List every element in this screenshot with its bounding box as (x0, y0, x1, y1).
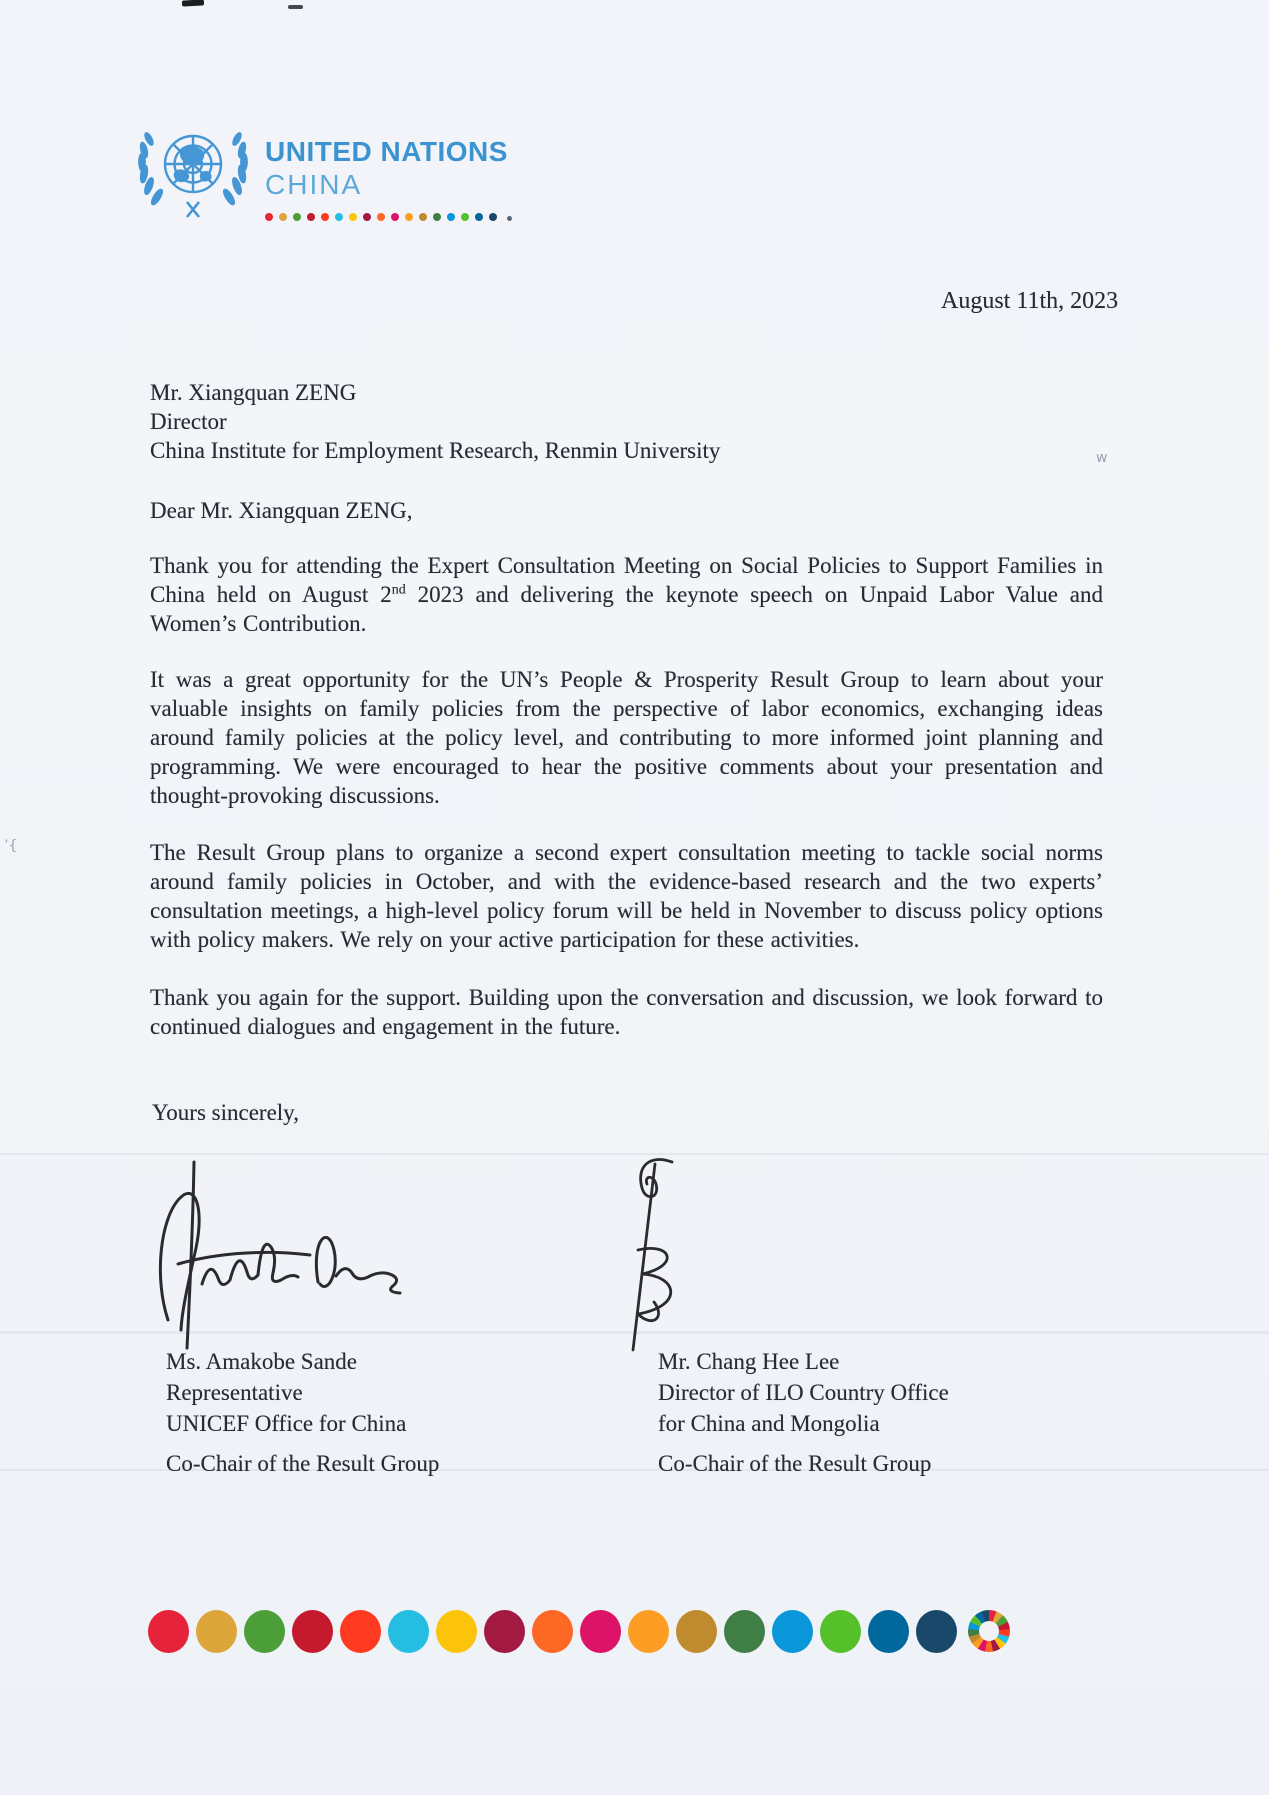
signatory-name: Mr. Chang Hee Lee (658, 1349, 840, 1374)
footer-dots (148, 1610, 957, 1653)
recipient-title: Director (150, 409, 227, 434)
color-dot (475, 213, 483, 221)
scan-artifact (182, 0, 204, 7)
color-dot (628, 1610, 669, 1653)
signatory-name: Ms. Amakobe Sande (166, 1349, 358, 1374)
color-dot (388, 1610, 429, 1653)
color-dot (433, 213, 441, 221)
recipient-block (150, 378, 850, 465)
scan-artifact: ’{ (4, 838, 18, 854)
p1-ordinal: nd (391, 582, 406, 598)
color-dot (391, 213, 399, 221)
body-paragraph-1 (150, 551, 1103, 638)
signatory-left (166, 1346, 596, 1479)
color-dot (335, 213, 343, 221)
color-dot (148, 1610, 189, 1653)
signatory-role: Co-Chair of the Result Group (658, 1451, 932, 1476)
signatory-title: Representative (166, 1380, 303, 1405)
color-dot (447, 213, 455, 221)
color-dot (405, 213, 413, 221)
color-dot (724, 1610, 765, 1653)
color-dot (340, 1610, 381, 1653)
closing: Yours sincerely, (152, 1100, 299, 1125)
color-dot (292, 1610, 333, 1653)
color-dot (419, 213, 427, 221)
recipient-org: China Institute for Employment Research, Renmin University (150, 438, 721, 463)
color-dot (349, 213, 357, 221)
signature-chang-hee-lee (592, 1152, 707, 1357)
letterhead-dots (265, 213, 512, 221)
color-dot (196, 1610, 237, 1653)
color-dot (363, 213, 371, 221)
scan-artifact: w (1096, 450, 1108, 466)
signature-amakobe-sande (150, 1158, 410, 1353)
color-dot (868, 1610, 909, 1653)
color-dot (484, 1610, 525, 1653)
color-dot (265, 213, 273, 221)
color-dot (293, 213, 301, 221)
color-dot (489, 213, 497, 221)
letterhead (130, 122, 550, 242)
body-paragraph-4: Thank you again for the support. Building upon the conversation and discussion, we look forward to continued dialogues and engagement in the future. (150, 985, 1103, 1039)
org-country: CHINA (265, 169, 363, 200)
color-dot (377, 213, 385, 221)
p1-text-b: 2023 and delivering the keynote speech on Unpaid Labor Value and Women’s Contribution. (150, 582, 1103, 636)
color-dot (676, 1610, 717, 1653)
signatory-org: for China and Mongolia (658, 1411, 880, 1436)
body-paragraph-2: It was a great opportunity for the UN’s People & Prosperity Result Group to learn about your valuable insights on family policies from the perspective of labor economics, exchanging ideas around family policies at the policy level, and contributing to more informed joint planning and programming. We were encouraged to hear the positive comments about your presentation and thought-provoking discussions. (150, 667, 1103, 808)
color-dot (321, 213, 329, 221)
org-name: UNITED NATIONS (265, 136, 508, 167)
p1-text-a: Thank you for attending the Expert Consultation Meeting on Social Policies to Support Families in China held on August 2 (150, 553, 1103, 607)
signatory-right (658, 1346, 1088, 1479)
signatory-org: UNICEF Office for China (166, 1411, 407, 1436)
un-emblem-icon (130, 122, 256, 224)
logo-period-dot (507, 216, 512, 221)
color-dot (532, 1610, 573, 1653)
salutation: Dear Mr. Xiangquan ZENG, (150, 498, 413, 523)
signatory-title: Director of ILO Country Office (658, 1380, 949, 1405)
color-dot (244, 1610, 285, 1653)
signatory-role: Co-Chair of the Result Group (166, 1451, 440, 1476)
recipient-name: Mr. Xiangquan ZENG (150, 380, 357, 405)
color-dot (772, 1610, 813, 1653)
color-dot (461, 213, 469, 221)
color-dot (820, 1610, 861, 1653)
scan-artifact (288, 5, 303, 9)
color-dot (916, 1610, 957, 1653)
color-dot (436, 1610, 477, 1653)
sdg-wheel-icon (968, 1610, 1010, 1652)
color-dot (580, 1610, 621, 1653)
color-dot (279, 213, 287, 221)
letter-date: August 11th, 2023 (941, 288, 1119, 314)
color-dot (307, 213, 315, 221)
body-paragraph-3: The Result Group plans to organize a second expert consultation meeting to tackle social norms around family policies in October, and with the evidence-based research and the two experts’ consultation meetings, a high-level policy forum will be held in November to discuss policy options with policy makers. We rely on your active participation for these activities. (150, 840, 1103, 952)
